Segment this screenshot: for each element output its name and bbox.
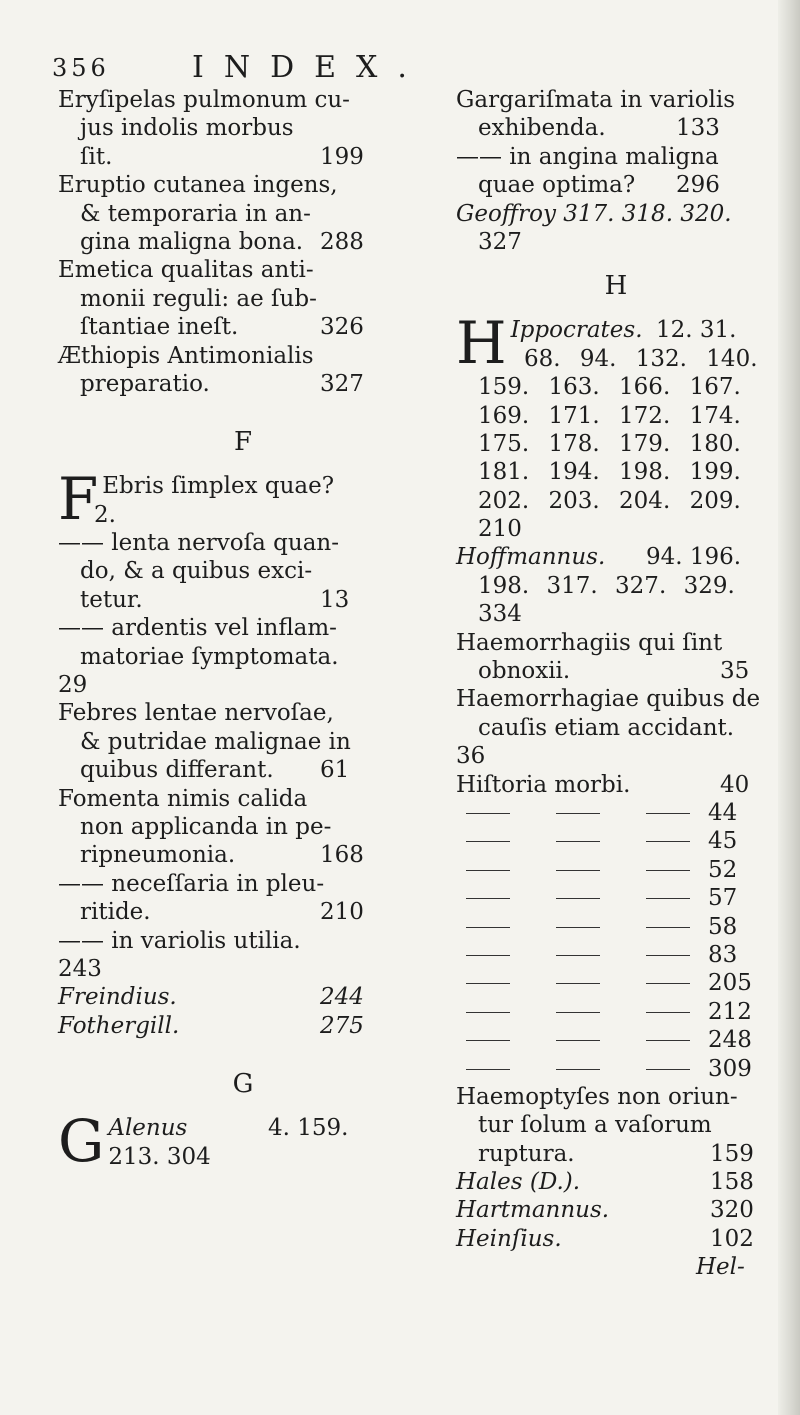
entry-text: ruptura. 159 [478, 1140, 754, 1167]
entry-text: —— neceſſaria in pleu- [58, 870, 325, 897]
spacer [58, 398, 428, 412]
entry-page: 320 [710, 1197, 754, 1224]
entry-page: 212 [708, 998, 752, 1025]
entry-page: 205 [708, 970, 752, 997]
entry-text: Emetica qualitas anti- [58, 257, 314, 284]
entry-text: & putridae malignae in [80, 728, 351, 755]
ditto-dash [646, 870, 690, 871]
ditto-dash [466, 955, 510, 956]
entry-text: preparatio. 327 [80, 370, 364, 397]
index-entry [456, 143, 776, 200]
index-entry [58, 927, 428, 984]
index-entry [58, 785, 428, 870]
entry-pages: 202. 203. 204. 209. [478, 487, 741, 514]
entry-page: 248 [708, 1027, 752, 1054]
entry-text: Hiſtoria morbi. 40 [456, 771, 750, 798]
index-subentry [456, 1055, 776, 1083]
entry-text: non applicanda in pe- [80, 813, 332, 840]
entry-text: Æthiopis Antimonialis [58, 342, 314, 369]
right-column [456, 86, 776, 1282]
entry-page: 243 [58, 955, 102, 982]
entry-pages: 159. 163. 166. 167. [478, 374, 741, 401]
entry-pages: 210 [478, 516, 522, 543]
ditto-dash [646, 898, 690, 899]
entry-page: 326 [320, 314, 364, 341]
ditto-dash [646, 841, 690, 842]
index-entry [456, 1225, 776, 1253]
ditto-dash [646, 813, 690, 814]
entry-text: cauſis etiam accidant. [478, 714, 735, 741]
entry-text: —— in angina maligna [456, 143, 719, 170]
ditto-dash [646, 1069, 690, 1070]
entry-text: Febres lentae nervoſae, [58, 700, 334, 727]
entry-page: 102 [710, 1225, 754, 1252]
ditto-dash [646, 1040, 690, 1041]
index-subentry [456, 941, 776, 969]
index-subentry [456, 799, 776, 827]
entry-text: tetur. 13 [80, 586, 350, 613]
entry-page: 309 [708, 1055, 752, 1082]
index-entry [456, 200, 776, 257]
entry-page: 36 [456, 743, 486, 770]
book-spine [778, 0, 800, 1415]
entry-text: —— ardentis vel inflam- [58, 615, 337, 642]
entry-text: quibus differant. 61 [80, 757, 350, 784]
index-entry [456, 1168, 776, 1196]
index-entry [58, 171, 428, 256]
entry-label: Hoffmannus. [456, 544, 606, 571]
entry-pages: 169. 171. 172. 174. [478, 402, 741, 429]
ditto-dash [466, 870, 510, 871]
entry-label: Hartmannus. [456, 1197, 610, 1224]
running-header [52, 50, 772, 90]
entry-text: ritide. 210 [80, 899, 364, 926]
index-entry [58, 465, 428, 534]
entry-text: tur ſolum a vaſorum [478, 1112, 712, 1139]
entry-text [456, 543, 776, 571]
entry-text: Gargariſmata in variolis [456, 87, 736, 113]
entry-text: quae optima? 296 [478, 172, 720, 199]
entry-pages: 175. 178. 179. 180. [478, 430, 741, 457]
drop-capital: F [58, 465, 99, 534]
entry-page: 45 [708, 828, 738, 855]
entry-page: 4. 159. [268, 1115, 349, 1142]
index-entry [58, 342, 428, 399]
entry-page: 61 [320, 757, 350, 784]
entry-text: Freindius. 244 [58, 984, 364, 1011]
entry-text: Eruptio cutanea ingens, [58, 172, 338, 199]
entry-text: 327 [478, 228, 522, 255]
ditto-dash [646, 1012, 690, 1013]
entry-label: Alenus [108, 1115, 188, 1142]
index-entry [58, 529, 428, 614]
ditto-dash [556, 898, 600, 899]
entry-page: 58 [708, 913, 738, 940]
entry-page: 158 [710, 1169, 754, 1196]
ditto-dash [556, 813, 600, 814]
index-subentry [456, 969, 776, 997]
entry-page: 40 [720, 771, 750, 798]
entry-page: 12. 31. [656, 317, 737, 344]
entry-page: 210 [320, 899, 364, 926]
entry-text: ſit. 199 [80, 143, 364, 170]
index-entry [456, 685, 776, 770]
entry-text: monii reguli: ae ſub- [80, 285, 317, 312]
entry-text: Haemoptyſes non oriun- [456, 1083, 738, 1110]
drop-capital: H [456, 309, 507, 378]
ditto-dash [556, 1069, 600, 1070]
entry-label: Hales (D.). [456, 1169, 581, 1196]
entry-text: 213. 304 [108, 1143, 211, 1170]
entry-page: 133 [676, 115, 720, 142]
ditto-dash [466, 1040, 510, 1041]
entry-page: 13 [320, 586, 350, 613]
ditto-dash [556, 1012, 600, 1013]
ditto-dash [466, 841, 510, 842]
ditto-dash [556, 927, 600, 928]
entry-pages: 334 [478, 601, 522, 628]
entry-text: & temporaria in an- [80, 200, 311, 227]
index-entry [58, 86, 428, 171]
entry-label: Heinſius. [456, 1225, 562, 1252]
ditto-dash [466, 1012, 510, 1013]
entry-page: 2. [94, 501, 116, 528]
entry-text: —— in variolis utilia. [58, 927, 301, 954]
entry-text: gina maligna bona. 288 [80, 228, 364, 255]
entry-page: 29 [58, 672, 88, 699]
drop-capital: G [58, 1107, 105, 1176]
ditto-dash [646, 927, 690, 928]
ditto-dash [556, 870, 600, 871]
ditto-dash [466, 813, 510, 814]
entry-text [58, 465, 428, 534]
entry-page: 275 [320, 1012, 364, 1039]
header-title: INDEX. [192, 50, 427, 85]
index-entry [456, 1196, 776, 1224]
section-heading-h: H [604, 271, 628, 302]
ditto-dash [466, 898, 510, 899]
entry-page: 35 [720, 658, 750, 685]
entry-label: Ebris ſimplex quae? [102, 473, 335, 500]
index-entry [456, 543, 776, 628]
section-heading-g: G [232, 1069, 254, 1100]
entry-page: 244 [320, 984, 364, 1011]
entry-text: Haemorrhagiis qui ſint [456, 629, 723, 656]
entry-text: matoriae ſymptomata. [80, 643, 339, 670]
ditto-dash [646, 983, 690, 984]
entry-text: Fothergill. 275 [58, 1012, 364, 1039]
ditto-dash [466, 927, 510, 928]
entry-page: 44 [708, 799, 738, 826]
index-entry [58, 256, 428, 341]
section-heading-f: F [233, 427, 253, 458]
index-entry [456, 771, 776, 799]
entry-label: Ippocrates. [510, 317, 643, 344]
entry-page: 327 [320, 370, 364, 397]
ditto-dash [646, 955, 690, 956]
index-entry [58, 983, 428, 1011]
entry-page-line [58, 955, 428, 983]
ditto-dash [466, 983, 510, 984]
page-number: 356 [52, 54, 110, 82]
entry-text: Eryſipelas pulmonum cu- [58, 87, 350, 113]
index-entry [58, 1012, 428, 1040]
index-entry [58, 614, 428, 699]
entry-page-line [58, 671, 428, 699]
entry-pages: 181. 194. 198. 199. [478, 459, 741, 486]
entry-page: 94. 196. [646, 544, 742, 571]
entry-text: Fomenta nimis calida [58, 785, 308, 812]
index-entry [58, 870, 428, 927]
ditto-dash [466, 1069, 510, 1070]
entry-page: 199 [320, 143, 364, 170]
entry-page-line [456, 742, 776, 770]
catchword: Hel- [696, 1254, 745, 1281]
entry-page: 168 [320, 842, 364, 869]
entry-text: exhibenda. 133 [478, 115, 720, 142]
spacer [58, 1040, 428, 1054]
entry-text: do, & a quibus exci- [80, 558, 313, 585]
index-entry [456, 1083, 776, 1168]
entry-page-line [58, 501, 428, 529]
entry-page: 52 [708, 856, 738, 883]
entry-text: jus indolis morbus [80, 115, 294, 142]
ditto-dash [556, 841, 600, 842]
index-entry [456, 309, 776, 543]
left-column [58, 86, 428, 1176]
entry-pages: 198. 317. 327. 329. [478, 572, 735, 599]
entry-page: 288 [320, 228, 364, 255]
index-subentry [456, 827, 776, 855]
index-entry [456, 629, 776, 686]
entry-text: —— lenta nervoſa quan- [58, 530, 339, 557]
ditto-dash [556, 983, 600, 984]
index-subentry [456, 1026, 776, 1054]
index-entry [58, 1107, 428, 1176]
index-subentry [456, 998, 776, 1026]
entry-text: ripneumonia. 168 [80, 842, 364, 869]
index-subentry [456, 856, 776, 884]
entry-text: Haemorrhagiae quibus de [456, 686, 761, 713]
entry-text: obnoxii. 35 [478, 658, 750, 685]
index-subentry [456, 913, 776, 941]
index-entry [58, 699, 428, 784]
index-subentry [456, 884, 776, 912]
entry-page: 57 [708, 885, 738, 912]
entry-page: 83 [708, 941, 738, 968]
entry-page: 159 [710, 1140, 754, 1167]
index-entry [456, 86, 776, 143]
entry-text: ſtantiae ineſt. 326 [80, 314, 364, 341]
entry-text: Geoffroy 317. 318. 320. [456, 200, 732, 227]
ditto-dash [556, 1040, 600, 1041]
entry-page: 296 [676, 172, 720, 199]
entry-pages: 68. 94. 132. 140. [524, 345, 758, 372]
ditto-dash [556, 955, 600, 956]
